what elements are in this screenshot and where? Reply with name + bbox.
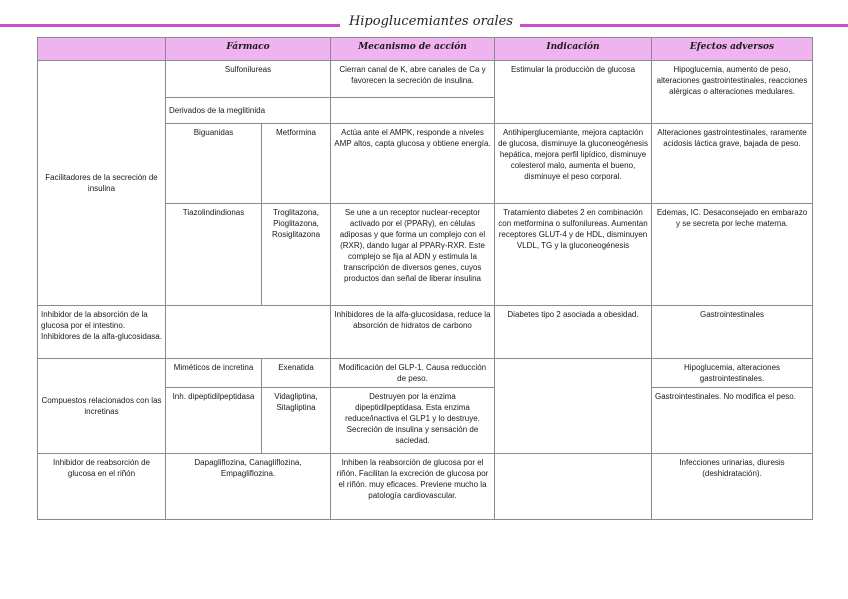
table-row (38, 359, 813, 388)
drug-meglitinida: Derivados de la meglitinida (166, 98, 331, 124)
mechanism-rinon: Inhiben la reabsorción de glucosa por el riñón. Facilitan la excreción de glucosa por el riñón. muy eficaces. Previene mucho la patología cardiovascular. (331, 454, 495, 520)
mechanism-meglitinida (331, 98, 495, 124)
drug-glitazonas: Troglitazona, Pioglitazona, Rosiglitazona (262, 204, 331, 306)
mechanism-biguanidas: Actúa ante el AMPK, responde a niveles AMP altos, capta glucosa y obtiene energía. (331, 124, 495, 204)
table-row (38, 454, 813, 520)
drug-gliptinas: Vidagliptina, Sitagliptina (262, 388, 331, 454)
indication-tiazolidindionas: Tratamiento diabetes 2 en combinación con metformina o sulfonilureas. Aumentan receptores GLUT-4 y de HDL, disminuyen VLDL, TG y la gluconeogénesis (495, 204, 652, 306)
drug-sulfonilureas: Sulfonilureas (166, 61, 331, 98)
title-divider-left (0, 24, 340, 27)
table-row (38, 306, 813, 359)
title-bar (0, 14, 848, 36)
page-title: Hipoglucemiantes orales (348, 14, 514, 29)
header-farmaco: Fármaco (166, 38, 331, 61)
adverse-mimeticos: Hipoglucemia, alteraciones gastrointestinales. (652, 359, 813, 388)
adverse-tiazolidindionas: Edemas, IC. Desaconsejado en embarazo y se secreta por leche materna. (652, 204, 813, 306)
table-header-row (38, 38, 813, 61)
category-incretinas: Compuestos relacionados con las incretinas (38, 359, 166, 454)
adverse-dpp: Gastrointestinales. No modifica el peso. (652, 388, 813, 454)
header-efectos: Efectos adversos (652, 38, 813, 61)
indication-sulfonilureas: Estimular la producción de glucosa (495, 61, 652, 124)
mechanism-alfaglucosidasa: Inhibidores de la alfa-glucosidasa, reduce la absorción de hidratos de carbono (331, 306, 495, 359)
drug-gliflozinas: Dapagliflozina, Canagliflozina, Empagliflozina. (166, 454, 331, 520)
indication-rinon-empty (495, 454, 652, 520)
mechanism-sulfonilureas: Cierran canal de K, abre canales de Ca y favorecen la secreción de insulina. (331, 61, 495, 98)
adverse-rinon: Infecciones urinarias, diuresis (deshidratación). (652, 454, 813, 520)
adverse-sulfonilureas: Hipoglucemia, aumento de peso, alteraciones gastrointestinales, reacciones alérgicas o alteraciones medulares. (652, 61, 813, 124)
header-mecanismo: Mecanismo de acción (331, 38, 495, 61)
title-divider-right (520, 24, 848, 27)
indication-incretinas-empty (495, 359, 652, 454)
drug-alfaglucosidasa-empty (166, 306, 331, 359)
adverse-biguanidas: Alteraciones gastrointestinales, raramente acidosis láctica grave, bajada de peso. (652, 124, 813, 204)
drug-metformina: Metformina (262, 124, 331, 204)
table-row (38, 61, 813, 98)
header-indicacion: Indicación (495, 38, 652, 61)
category-alfaglucosidasa: Inhibidor de la absorción de la glucosa por el intestino. Inhibidores de la alfa-glucosidasa. (38, 306, 166, 359)
family-tiazolidindionas: Tiazolindindionas (166, 204, 262, 306)
header-empty (38, 38, 166, 61)
mechanism-mimeticos: Modificación del GLP-1. Causa reducción de peso. (331, 359, 495, 388)
adverse-alfaglucosidasa: Gastrointestinales (652, 306, 813, 359)
drug-exenatida: Exenatida (262, 359, 331, 388)
indication-biguanidas: Antihiperglucemiante, mejora captación de glucosa, disminuye la gluconeogénesis hepática, mejora perfil lipídico, disminuye colesterol malo, aumenta el bueno, disminuye el peso corporal. (495, 124, 652, 204)
drug-table (37, 37, 813, 520)
category-facilitadores: Facilitadores de la secreción de insulina (38, 61, 166, 306)
family-mimeticos: Miméticos de incretina (166, 359, 262, 388)
category-rinon: Inhibidor de reabsorción de glucosa en el riñón (38, 454, 166, 520)
mechanism-dpp: Destruyen por la enzima dipeptidilpeptidasa. Esta enzima reduce/inactiva el GLP1 y lo destruye. Secreción de insulina y sensación de saciedad. (331, 388, 495, 454)
family-biguanidas: Biguanidas (166, 124, 262, 204)
indication-alfaglucosidasa: Diabetes tipo 2 asociada a obesidad. (495, 306, 652, 359)
mechanism-tiazolidindionas: Se une a un receptor nuclear-receptor activado por el (PPARγ), en células adiposas y que forma un complejo con el (RXR), dando lugar al PPARγ-RXR. Este complejo se fija al ADN y estimula la transcripción de diversos genes, cuyos productos dan señal de liberar insulina (331, 204, 495, 306)
family-dpp: Inh. dipeptidilpeptidasa (166, 388, 262, 454)
